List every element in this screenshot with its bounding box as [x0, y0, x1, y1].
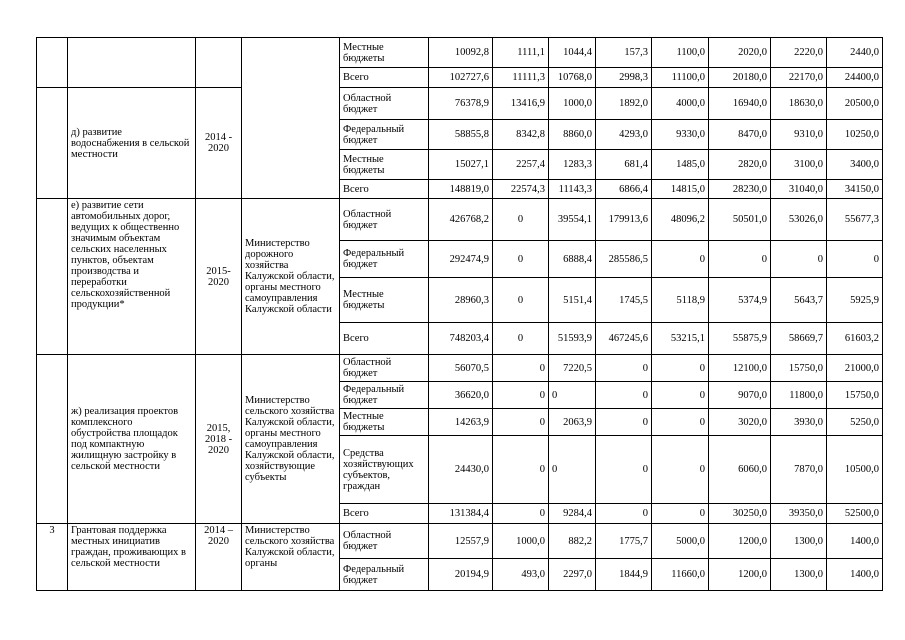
value-cell: 0 [771, 241, 827, 278]
value-cell: 16940,0 [709, 88, 771, 120]
value-cell: 426768,2 [429, 199, 493, 241]
funding-source-cell: Местные бюджеты [340, 150, 429, 180]
budget-table [36, 37, 905, 591]
value-cell: 1775,7 [596, 524, 652, 559]
value-cell: 8860,0 [549, 120, 596, 150]
value-cell: 20194,9 [429, 559, 493, 591]
value-cell: 2820,0 [709, 150, 771, 180]
value-cell: 3020,0 [709, 409, 771, 436]
funding-source-cell: Местные бюджеты [340, 278, 429, 323]
value-cell: 0 [596, 382, 652, 409]
value-cell: 0 [652, 355, 709, 382]
value-cell: 48096,2 [652, 199, 709, 241]
value-cell: 1000,0 [549, 88, 596, 120]
value-cell: 3100,0 [771, 150, 827, 180]
funding-source-cell: Федеральный бюджет [340, 120, 429, 150]
years-cell: 2014 – 2020 [196, 524, 242, 591]
value-cell: 1100,0 [652, 38, 709, 68]
value-cell: 9330,0 [652, 120, 709, 150]
value-cell: 1300,0 [771, 559, 827, 591]
value-cell: 9284,4 [549, 504, 596, 524]
value-cell: 21000,0 [827, 355, 883, 382]
value-cell: 4000,0 [652, 88, 709, 120]
value-cell: 0 [549, 436, 596, 504]
value-cell: 11100,0 [652, 68, 709, 88]
value-cell: 15750,0 [827, 382, 883, 409]
value-cell: 58855,8 [429, 120, 493, 150]
value-cell: 0 [652, 382, 709, 409]
value-cell: 15750,0 [771, 355, 827, 382]
value-cell: 3930,0 [771, 409, 827, 436]
funding-source-cell: Областной бюджет [340, 199, 429, 241]
value-cell: 34150,0 [827, 180, 883, 199]
funding-source-cell: Федеральный бюджет [340, 559, 429, 591]
value-cell: 0 [652, 409, 709, 436]
value-cell: 2220,0 [771, 38, 827, 68]
value-cell: 1485,0 [652, 150, 709, 180]
value-cell: 20500,0 [827, 88, 883, 120]
value-cell: 748203,4 [429, 323, 493, 355]
value-cell: 2063,9 [549, 409, 596, 436]
funding-source-cell: Федеральный бюджет [340, 382, 429, 409]
funding-source-cell: Областной бюджет [340, 355, 429, 382]
value-cell: 2297,0 [549, 559, 596, 591]
value-cell: 1000,0 [493, 524, 549, 559]
value-cell: 0 [493, 382, 549, 409]
value-cell: 30250,0 [709, 504, 771, 524]
budget-table-page [36, 37, 905, 591]
funding-source-cell: Областной бюджет [340, 524, 429, 559]
value-cell: 11660,0 [652, 559, 709, 591]
value-cell: 28230,0 [709, 180, 771, 199]
value-cell: 9070,0 [709, 382, 771, 409]
value-cell: 53026,0 [771, 199, 827, 241]
funding-source-cell: Средства хозяйствующих субъектов, граждан [340, 436, 429, 504]
value-cell: 2020,0 [709, 38, 771, 68]
value-cell: 0 [493, 199, 549, 241]
table-row [37, 38, 905, 68]
value-cell: 22574,3 [493, 180, 549, 199]
value-cell: 55875,9 [709, 323, 771, 355]
value-cell: 179913,6 [596, 199, 652, 241]
value-cell: 1400,0 [827, 524, 883, 559]
value-cell: 14263,9 [429, 409, 493, 436]
value-cell: 1844,9 [596, 559, 652, 591]
value-cell: 22170,0 [771, 68, 827, 88]
executor-cell [242, 38, 340, 199]
funding-source-cell: Федеральный бюджет [340, 241, 429, 278]
value-cell: 5250,0 [827, 409, 883, 436]
value-cell: 0 [549, 382, 596, 409]
value-cell: 9310,0 [771, 120, 827, 150]
value-cell: 0 [493, 436, 549, 504]
value-cell: 1111,1 [493, 38, 549, 68]
table-row [37, 524, 905, 559]
value-cell: 5118,9 [652, 278, 709, 323]
value-cell: 1400,0 [827, 559, 883, 591]
value-cell: 2257,4 [493, 150, 549, 180]
value-cell: 76378,9 [429, 88, 493, 120]
value-cell: 0 [652, 504, 709, 524]
value-cell: 52500,0 [827, 504, 883, 524]
value-cell: 157,3 [596, 38, 652, 68]
value-cell: 39350,0 [771, 504, 827, 524]
value-cell: 24430,0 [429, 436, 493, 504]
value-cell: 0 [493, 409, 549, 436]
value-cell: 1745,5 [596, 278, 652, 323]
value-cell: 55677,3 [827, 199, 883, 241]
value-cell: 0 [596, 409, 652, 436]
value-cell: 1283,3 [549, 150, 596, 180]
measure-name-cell: д) развитие водоснабжения в сельской местности [68, 88, 196, 199]
value-cell: 1892,0 [596, 88, 652, 120]
value-cell: 0 [596, 355, 652, 382]
value-cell: 5000,0 [652, 524, 709, 559]
executor-cell: Министерство дорожного хозяйства Калужской области, органы местного самоуправления Калужской области [242, 199, 340, 355]
value-cell: 15027,1 [429, 150, 493, 180]
value-cell: 467245,6 [596, 323, 652, 355]
value-cell: 6888,4 [549, 241, 596, 278]
row-number-cell: 3 [37, 524, 68, 591]
value-cell: 1300,0 [771, 524, 827, 559]
value-cell: 5151,4 [549, 278, 596, 323]
row-number-cell [37, 199, 68, 355]
measure-name-cell: е) развитие сети автомобильных дорог, ведущих к общественно значимым объектам сельских населенных пунктов, объектам производства и переработки сельскохозяйственной продукции* [68, 199, 196, 355]
value-cell: 882,2 [549, 524, 596, 559]
table-row [37, 355, 905, 382]
row-number-cell [37, 38, 68, 88]
value-cell: 58669,7 [771, 323, 827, 355]
years-cell: 2015-2020 [196, 199, 242, 355]
years-cell: 2015, 2018 - 2020 [196, 355, 242, 524]
value-cell: 148819,0 [429, 180, 493, 199]
value-cell: 10092,8 [429, 38, 493, 68]
funding-source-cell: Областной бюджет [340, 88, 429, 120]
funding-source-cell: Местные бюджеты [340, 409, 429, 436]
value-cell: 102727,6 [429, 68, 493, 88]
value-cell: 5374,9 [709, 278, 771, 323]
value-cell: 12557,9 [429, 524, 493, 559]
value-cell: 1200,0 [709, 559, 771, 591]
value-cell: 681,4 [596, 150, 652, 180]
measure-name-cell [68, 38, 196, 88]
funding-source-cell: Всего [340, 504, 429, 524]
value-cell: 24400,0 [827, 68, 883, 88]
row-number-cell [37, 355, 68, 524]
value-cell: 11800,0 [771, 382, 827, 409]
value-cell: 0 [493, 355, 549, 382]
value-cell: 39554,1 [549, 199, 596, 241]
value-cell: 0 [596, 436, 652, 504]
value-cell: 61603,2 [827, 323, 883, 355]
value-cell: 6060,0 [709, 436, 771, 504]
value-cell: 1200,0 [709, 524, 771, 559]
measure-name-cell: Грантовая поддержка местных инициатив граждан, проживающих в сельской местности [68, 524, 196, 591]
value-cell: 8470,0 [709, 120, 771, 150]
value-cell: 0 [493, 241, 549, 278]
value-cell: 0 [652, 436, 709, 504]
value-cell: 7220,5 [549, 355, 596, 382]
value-cell: 11111,3 [493, 68, 549, 88]
value-cell: 10500,0 [827, 436, 883, 504]
value-cell: 2440,0 [827, 38, 883, 68]
value-cell: 493,0 [493, 559, 549, 591]
years-cell [196, 38, 242, 88]
executor-cell: Министерство сельского хозяйства Калужской области, органы местного самоуправления Калужской области, хозяйствующие субъекты [242, 355, 340, 524]
value-cell: 36620,0 [429, 382, 493, 409]
value-cell: 6866,4 [596, 180, 652, 199]
value-cell: 0 [493, 323, 549, 355]
value-cell: 0 [596, 504, 652, 524]
value-cell: 14815,0 [652, 180, 709, 199]
value-cell: 56070,5 [429, 355, 493, 382]
table-row [37, 199, 905, 241]
years-cell: 2014 - 2020 [196, 88, 242, 199]
value-cell: 11143,3 [549, 180, 596, 199]
value-cell: 13416,9 [493, 88, 549, 120]
value-cell: 0 [709, 241, 771, 278]
funding-source-cell: Всего [340, 323, 429, 355]
value-cell: 0 [493, 278, 549, 323]
value-cell: 292474,9 [429, 241, 493, 278]
funding-source-cell: Местные бюджеты [340, 38, 429, 68]
value-cell: 0 [493, 504, 549, 524]
value-cell: 53215,1 [652, 323, 709, 355]
value-cell: 20180,0 [709, 68, 771, 88]
executor-cell: Министерство сельского хозяйства Калужской области, органы [242, 524, 340, 591]
value-cell: 1044,4 [549, 38, 596, 68]
value-cell: 4293,0 [596, 120, 652, 150]
value-cell: 51593,9 [549, 323, 596, 355]
value-cell: 0 [652, 241, 709, 278]
value-cell: 285586,5 [596, 241, 652, 278]
value-cell: 8342,8 [493, 120, 549, 150]
value-cell: 5925,9 [827, 278, 883, 323]
value-cell: 10768,0 [549, 68, 596, 88]
value-cell: 2998,3 [596, 68, 652, 88]
value-cell: 131384,4 [429, 504, 493, 524]
funding-source-cell: Всего [340, 180, 429, 199]
value-cell: 7870,0 [771, 436, 827, 504]
value-cell: 3400,0 [827, 150, 883, 180]
value-cell: 12100,0 [709, 355, 771, 382]
funding-source-cell: Всего [340, 68, 429, 88]
value-cell: 18630,0 [771, 88, 827, 120]
value-cell: 5643,7 [771, 278, 827, 323]
row-number-cell [37, 88, 68, 199]
value-cell: 0 [827, 241, 883, 278]
value-cell: 28960,3 [429, 278, 493, 323]
value-cell: 50501,0 [709, 199, 771, 241]
value-cell: 10250,0 [827, 120, 883, 150]
measure-name-cell: ж) реализация проектов комплексного обустройства площадок под компактную жилищную застройку в сельской местности [68, 355, 196, 524]
value-cell: 31040,0 [771, 180, 827, 199]
table-row [37, 88, 905, 120]
